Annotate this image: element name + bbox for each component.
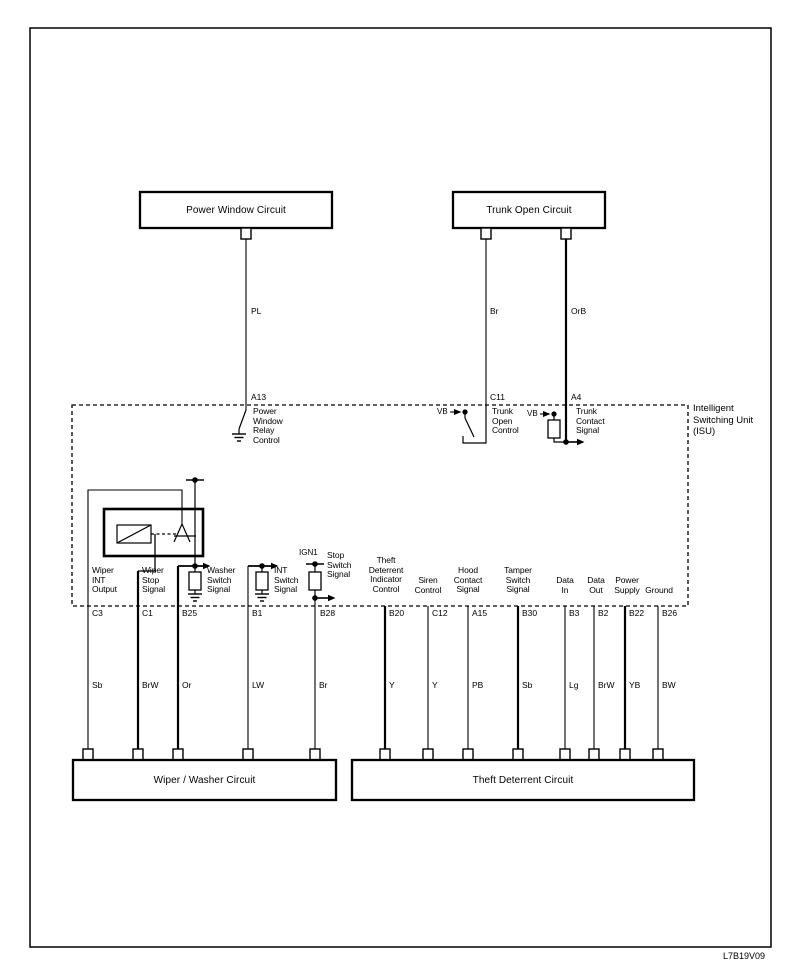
signal-label-wiper-int-output: Wiper INT Output: [92, 565, 117, 594]
terminal-square: [561, 228, 571, 239]
terminal-square: [241, 228, 251, 239]
wire-color-label: Or: [182, 680, 192, 690]
resistor-a4: [548, 420, 560, 438]
wire-color-label: BrW: [598, 680, 615, 690]
wire-color-label: LW: [252, 680, 265, 690]
signal-label-power-supply: Power Supply: [614, 575, 640, 595]
pin-label-b25: B25: [182, 608, 198, 618]
signal-label-tamper-switch-signal: Tamper Switch Signal: [504, 565, 532, 594]
pin-label-a13: A13: [251, 392, 267, 402]
wire-color-label: Lg: [569, 680, 579, 690]
wire-color-label: Y: [389, 680, 395, 690]
signal-label-siren-control: Siren Control: [414, 575, 442, 595]
ign1-label: IGN1: [299, 548, 318, 557]
isu-unit-label: Intelligent Switching Unit (ISU): [693, 403, 754, 437]
wire-color-label: PL: [251, 306, 262, 316]
wire-color-label: Br: [490, 306, 499, 316]
vb-arrow-c11: [454, 409, 462, 415]
pin-label-b22: B22: [629, 608, 645, 618]
pin-label-b2: B2: [598, 608, 609, 618]
wire-color-label: YB: [629, 680, 641, 690]
signal-arrow: [328, 595, 336, 601]
c11-moving-contact: [465, 412, 474, 437]
signal-label-theft-deterrent-indicator-control: Theft Deterrent Indicator Control: [368, 555, 404, 594]
pin-label-c12: C12: [432, 608, 448, 618]
pin-label-b20: B20: [389, 608, 405, 618]
pin-label-a4: A4: [571, 392, 582, 402]
vb-arrow-a4: [543, 411, 551, 417]
vb-label-a4: VB: [527, 409, 538, 418]
pin-label-c11: C11: [490, 392, 505, 402]
wire-color-label: Sb: [522, 680, 533, 690]
signal-label-washer-switch-signal: Washer Switch Signal: [207, 565, 236, 594]
pin-label-b1: B1: [252, 608, 263, 618]
pin-label-c3: C3: [92, 608, 103, 618]
pin-label-a15: A15: [472, 608, 488, 618]
wire-color-label: Br: [319, 680, 328, 690]
wire-color-label: Y: [432, 680, 438, 690]
signal-label-int-switch-signal: INT Switch Signal: [274, 565, 299, 594]
pin-label-b30: B30: [522, 608, 538, 618]
ground-symbol-b1: [255, 594, 269, 601]
signal-label-power-window-relay-control: Power Window Relay Control: [253, 406, 283, 445]
wire-color-label: BW: [662, 680, 676, 690]
signal-label-wiper-stop-signal: Wiper Stop Signal: [142, 565, 166, 594]
signal-label-trunk-open-control: Trunk Open Control: [492, 406, 519, 435]
page-frame: [30, 28, 771, 947]
resistor-b1: [256, 572, 268, 590]
theft-deterrent-circuit-label: Theft Deterrent Circuit: [472, 774, 574, 786]
relay-switch-contact: [174, 524, 196, 542]
pin-label-c1: C1: [142, 608, 153, 618]
power-window-circuit-label: Power Window Circuit: [186, 204, 286, 216]
signal-label-ground: Ground: [645, 585, 673, 595]
diagram-code: L7B19V09: [722, 951, 765, 961]
ground-symbol-b25: [188, 594, 202, 601]
wiper-washer-circuit-label: Wiper / Washer Circuit: [153, 774, 256, 786]
signal-label-data-out: Data Out: [587, 575, 605, 595]
signal-label-stop-switch-signal: Stop Switch Signal: [327, 550, 352, 579]
terminal-square: [481, 228, 491, 239]
a13-switch-contact: [239, 410, 246, 429]
signal-arrow: [577, 439, 585, 445]
pin-label-b26: B26: [662, 608, 678, 618]
resistor-b25: [189, 572, 201, 590]
wire-color-label: Sb: [92, 680, 103, 690]
signal-label-trunk-contact-signal: Trunk Contact Signal: [576, 406, 605, 435]
ground-symbol-a13: [232, 434, 246, 441]
pin-label-b3: B3: [569, 608, 580, 618]
trunk-open-circuit-label: Trunk Open Circuit: [486, 204, 572, 216]
vb-label-c11: VB: [437, 407, 448, 416]
bottom-terminal-squares: [83, 749, 663, 760]
junction-dot: [462, 409, 467, 414]
pin-label-b28: B28: [320, 608, 336, 618]
wire-color-label: OrB: [571, 306, 587, 316]
signal-label-data-in: Data In: [556, 575, 574, 595]
signal-label-hood-contact-signal: Hood Contact Signal: [453, 565, 483, 594]
wire-color-label: PB: [472, 680, 484, 690]
wire-color-label: BrW: [142, 680, 159, 690]
